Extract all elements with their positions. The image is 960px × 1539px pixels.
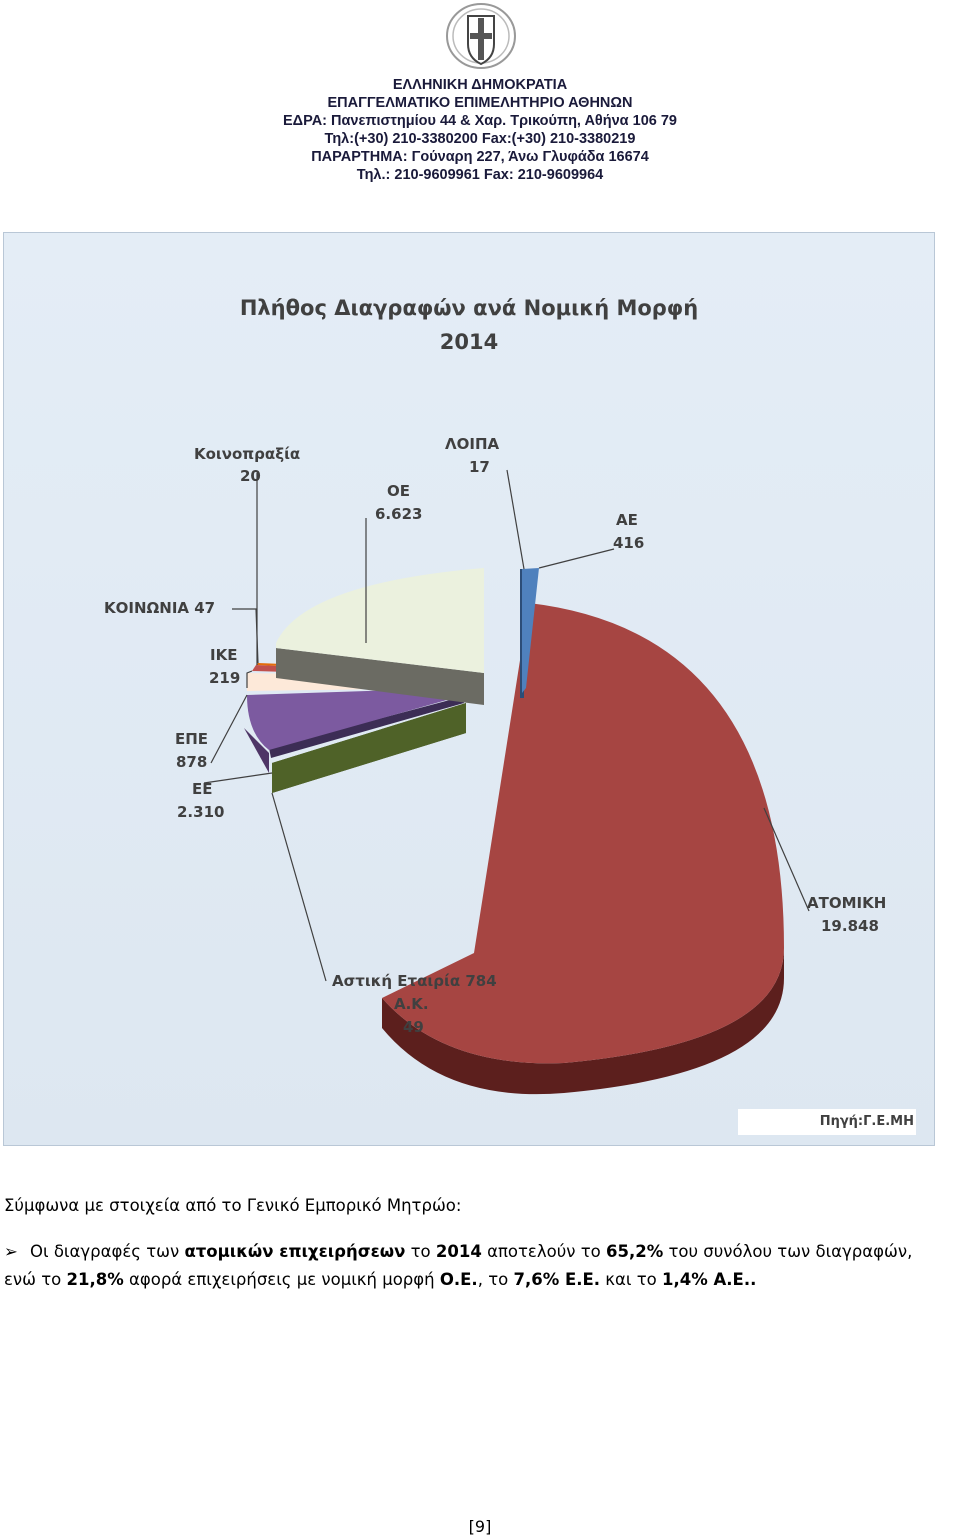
text-run: , το	[477, 1270, 514, 1289]
bold-run: 21,8%	[66, 1270, 124, 1289]
label-koinopraxia-name: Κοινοπραξία	[194, 445, 301, 463]
header-line-branch: ΠΑΡΑΡΤΗΜΑ: Γούναρη 227, Άνω Γλυφάδα 16674	[311, 149, 649, 165]
text-run: Οι διαγραφές των	[30, 1242, 185, 1261]
greek-coat-of-arms-emblem	[444, 2, 518, 70]
pie-chart-panel	[3, 232, 935, 1146]
text-run: το	[405, 1242, 436, 1261]
bold-run: ατομικών επιχειρήσεων	[184, 1242, 406, 1261]
text-run: ενώ το	[4, 1270, 67, 1289]
pie-chart-svg	[4, 233, 934, 1145]
header-line-country: ΕΛΛΗΝΙΚΗ ΔΗΜΟΚΡΑΤΙΑ	[392, 77, 568, 93]
leader-loipa	[507, 470, 524, 569]
label-epe-name: ΕΠΕ	[175, 730, 209, 748]
text-run: του συνόλου των διαγραφών,	[663, 1242, 913, 1261]
page-number: [9]	[468, 1517, 492, 1536]
intro-paragraph: Σύμφωνα με στοιχεία από το Γενικό Εμπορικό Μητρώο:	[4, 1196, 462, 1215]
label-ae-value: 416	[613, 534, 645, 552]
label-oe-name: ΟΕ	[387, 482, 410, 500]
header-line-phone: Τηλ:(+30) 210-3380200 Fax:(+30) 210-3380219	[324, 131, 636, 147]
label-koinonia: ΚΟΙΝΩΝΙΑ 47	[104, 599, 216, 617]
bold-run: 1,4% Α.Ε..	[662, 1270, 757, 1289]
leader-ee	[204, 773, 272, 783]
leader-astiki	[272, 793, 326, 981]
text-run: και το	[600, 1270, 663, 1289]
chart-title-text: Πλήθος Διαγραφών ανά Νομική Μορφή	[239, 296, 699, 320]
bullet-paragraph-line2	[4, 1270, 756, 1289]
label-astiki-etairia: Αστική Εταιρία 784	[332, 972, 497, 990]
organization-header	[0, 76, 960, 184]
label-ee-name: ΕΕ	[192, 780, 213, 798]
leader-epe	[211, 695, 247, 763]
bullet-paragraph-line1	[4, 1242, 912, 1261]
header-line-branch-phone: Τηλ.: 210-9609961 Fax: 210-9609964	[356, 167, 604, 183]
chart-source-note: Πηγή:Γ.Ε.ΜΗ	[738, 1109, 916, 1135]
label-ak-value: 49	[403, 1018, 424, 1036]
label-ike-value: 219	[209, 669, 241, 687]
bold-run: 7,6% Ε.Ε.	[513, 1270, 601, 1289]
label-koinopraxia-value: 20	[240, 467, 261, 485]
header-line-address: ΕΔΡΑ: Πανεπιστημίου 44 & Χαρ. Τρικούπη, Αθήνα 106 79	[283, 113, 677, 129]
label-atomikh-value: 19.848	[821, 917, 879, 935]
bold-run: 2014	[435, 1242, 482, 1261]
label-ike-name: ΙΚΕ	[210, 646, 238, 664]
label-oe-value: 6.623	[375, 505, 423, 523]
label-ee-value: 2.310	[177, 803, 225, 821]
bold-run: 65,2%	[605, 1242, 664, 1261]
leader-ae	[539, 549, 614, 568]
bold-run: Ο.Ε.	[439, 1270, 478, 1289]
label-loipa-name: ΛΟΙΠΑ	[445, 435, 500, 453]
label-atomikh-name: ΑΤΟΜΙΚΗ	[807, 894, 887, 912]
label-ak-name: Α.Κ.	[394, 995, 429, 1013]
chart-subtitle-year: 2014	[439, 330, 499, 354]
text-run: αποτελούν το	[481, 1242, 606, 1261]
label-ae-name: ΑΕ	[616, 511, 638, 529]
text-run: αφορά επιχειρήσεις με νομική μορφή	[123, 1270, 440, 1289]
label-loipa-value: 17	[469, 458, 490, 476]
label-epe-value: 878	[176, 753, 208, 771]
bullet-arrow-icon: ➢	[4, 1242, 18, 1261]
header-line-organization: ΕΠΑΓΓΕΛΜΑΤΙΚΟ ΕΠΙΜΕΛΗΤΗΡΙΟ ΑΘΗΝΩΝ	[327, 95, 633, 111]
